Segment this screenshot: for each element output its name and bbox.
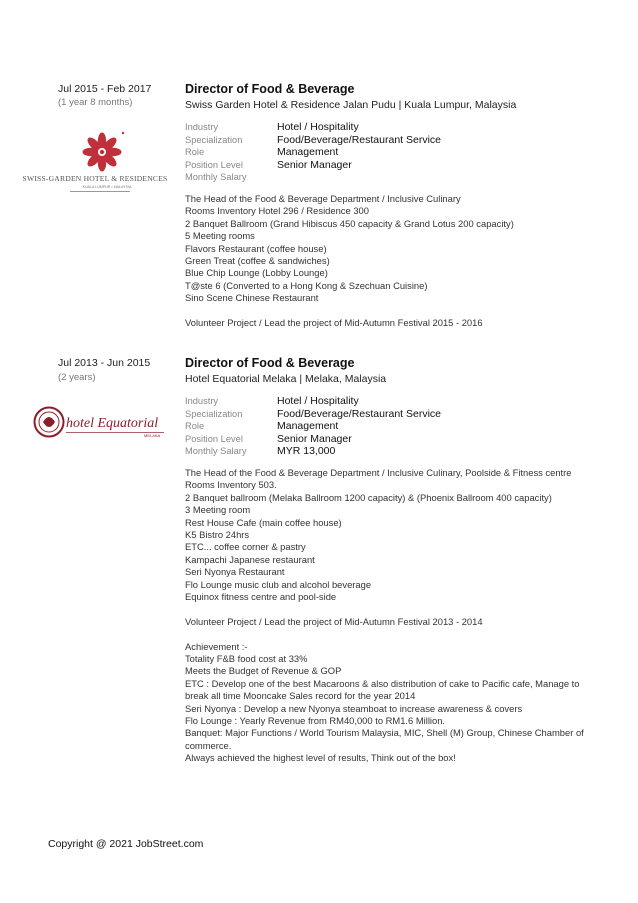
description-line: K5 Bistro 24hrs bbox=[185, 529, 250, 540]
company-name: Swiss Garden Hotel & Residence Jalan Pudu | Kuala Lumpur, Malaysia bbox=[185, 99, 517, 111]
description-line: ETC : Develop one of the best Macaroons & also distribution of cake to Pacific cafe, Manage to break all time Mooncake Sales record for the year 2014 bbox=[185, 677, 580, 702]
entry-date: Jul 2013 - Jun 2015 bbox=[58, 357, 151, 369]
entry-date: Jul 2015 - Feb 2017 bbox=[58, 83, 152, 95]
description-line: Flo Lounge : Yearly Revenue from RM40,000 to RM1.6 Million. bbox=[185, 715, 446, 727]
description-line: The Head of the Food & Beverage Department / Inclusive Culinary bbox=[185, 192, 461, 204]
description-line: Always achieved the highest level of results, Think out of the box! bbox=[185, 752, 456, 764]
attr-specialization bbox=[185, 408, 605, 421]
blank-line bbox=[185, 603, 605, 615]
attr-value: Hotel / Hospitality bbox=[277, 121, 359, 133]
description-line: Volunteer Project / Lead the project of Mid-Autumn Festival 2015 - 2016 bbox=[185, 317, 483, 329]
attr-label: Monthly Salary bbox=[185, 172, 247, 183]
svg-text:SWISS-GARDEN HOTEL & RESIDENCE: SWISS-GARDEN HOTEL & RESIDENCES bbox=[22, 174, 168, 183]
attr-specialization bbox=[185, 134, 605, 147]
description-line: 2 Banquet ballroom (Melaka Ballroom 1200 capacity) & (Phoenix Ballroom 400 capacity) bbox=[185, 491, 552, 503]
description-line: Seri Nyonya : Develop a new Nyonya steamboat to increase awareness & covers bbox=[185, 702, 523, 714]
description-line: Totality F&B food cost at 33% bbox=[185, 653, 308, 665]
description-line: Rooms Inventory Hotel 296 / Residence 300 bbox=[185, 205, 369, 217]
job-attributes bbox=[185, 395, 605, 458]
description-line: Sino Scene Chinese Restaurant bbox=[185, 292, 319, 304]
blank-line bbox=[185, 628, 605, 640]
hotel-equatorial-logo bbox=[32, 404, 167, 440]
job-attributes bbox=[185, 121, 605, 184]
attr-label: Role bbox=[185, 147, 205, 158]
attr-industry bbox=[185, 395, 605, 408]
svg-text:hotel Equatorial: hotel Equatorial bbox=[66, 416, 159, 431]
description-line: Blue Chip Lounge (Lobby Lounge) bbox=[185, 267, 328, 279]
attr-role bbox=[185, 146, 605, 159]
attr-industry bbox=[185, 121, 605, 134]
description-line: Meets the Budget of Revenue & GOP bbox=[185, 665, 342, 677]
attr-position-level bbox=[185, 159, 605, 172]
entry-main bbox=[185, 356, 605, 765]
description-line: Equinox fitness centre and pool-side bbox=[185, 591, 337, 603]
attr-monthly-salary bbox=[185, 171, 605, 184]
description-line: Achievement :- bbox=[185, 640, 248, 652]
attr-role bbox=[185, 420, 605, 433]
copyright-footer: Copyright @ 2021 JobStreet.com bbox=[48, 838, 204, 850]
attr-label: Industry bbox=[185, 396, 219, 406]
attr-value: Food/Beverage/Restaurant Service bbox=[277, 407, 442, 420]
description-line: Flavors Restaurant (coffee house) bbox=[185, 242, 327, 254]
description-line: Green Treat (coffee & sandwiches) bbox=[185, 255, 330, 266]
entry-duration: (2 years) bbox=[58, 372, 96, 383]
company-name: Hotel Equatorial Melaka | Melaka, Malaysia bbox=[185, 373, 387, 385]
hotel-equatorial-emblem-icon bbox=[32, 404, 167, 440]
attr-label: Specialization bbox=[185, 134, 243, 145]
attr-value: Food/Beverage/Restaurant Service bbox=[277, 133, 442, 146]
attr-label: Position Level bbox=[185, 159, 243, 170]
entry-duration: (1 year 8 months) bbox=[58, 97, 133, 108]
job-title: Director of Food & Beverage bbox=[185, 82, 355, 96]
description-line: The Head of the Food & Beverage Department / Inclusive Culinary, Poolside & Fitness centre bbox=[185, 466, 572, 478]
attr-value: MYR 13,000 bbox=[277, 445, 336, 458]
description-line: Flo Lounge music club and alcohol beverage bbox=[185, 578, 372, 590]
swiss-garden-flower-icon bbox=[22, 128, 168, 204]
description-line: Rest House Cafe (main coffee house) bbox=[185, 516, 342, 528]
job-description bbox=[185, 193, 605, 329]
description-line: Volunteer Project / Lead the project of Mid-Autumn Festival 2013 - 2014 bbox=[185, 615, 483, 627]
attr-value: Senior Manager bbox=[277, 158, 352, 171]
description-line: Seri Nyonya Restaurant bbox=[185, 566, 285, 578]
job-description bbox=[185, 467, 605, 765]
attr-value: Management bbox=[277, 146, 339, 159]
description-line: 2 Banquet Ballroom (Grand Hibiscus 450 capacity & Grand Lotus 200 capacity) bbox=[185, 217, 514, 229]
attr-value: Management bbox=[277, 420, 339, 433]
description-line: T@ste 6 (Converted to a Hong Kong & Szechuan Cuisine) bbox=[185, 279, 428, 291]
description-line: 3 Meeting room bbox=[185, 504, 251, 516]
attr-label: Monthly Salary bbox=[185, 446, 247, 457]
svg-text:KUALA LUMPUR • MALAYSIA: KUALA LUMPUR • MALAYSIA bbox=[82, 185, 132, 189]
attr-value: Hotel / Hospitality bbox=[277, 395, 359, 407]
description-line: Rooms Inventory 503. bbox=[185, 479, 277, 491]
description-line: Kampachi Japanese restaurant bbox=[185, 553, 315, 565]
description-line: ETC... coffee corner & pastry bbox=[185, 541, 306, 553]
svg-text:MELAKA: MELAKA bbox=[144, 433, 161, 438]
swiss-garden-logo bbox=[22, 128, 168, 204]
attr-value: Senior Manager bbox=[277, 432, 352, 445]
job-title: Director of Food & Beverage bbox=[185, 356, 355, 370]
attr-label: Position Level bbox=[185, 433, 243, 444]
blank-line bbox=[185, 305, 605, 317]
attr-position-level bbox=[185, 433, 605, 446]
entry-main bbox=[185, 82, 605, 329]
attr-label: Role bbox=[185, 421, 205, 432]
attr-label: Specialization bbox=[185, 408, 243, 419]
attr-monthly-salary bbox=[185, 445, 605, 458]
description-line: 5 Meeting rooms bbox=[185, 230, 255, 242]
attr-label: Industry bbox=[185, 122, 219, 132]
description-line: Banquet: Major Functions / World Tourism Malaysia, MIC, Shell (M) Group, Chinese Chamber of commerce. bbox=[185, 727, 584, 751]
